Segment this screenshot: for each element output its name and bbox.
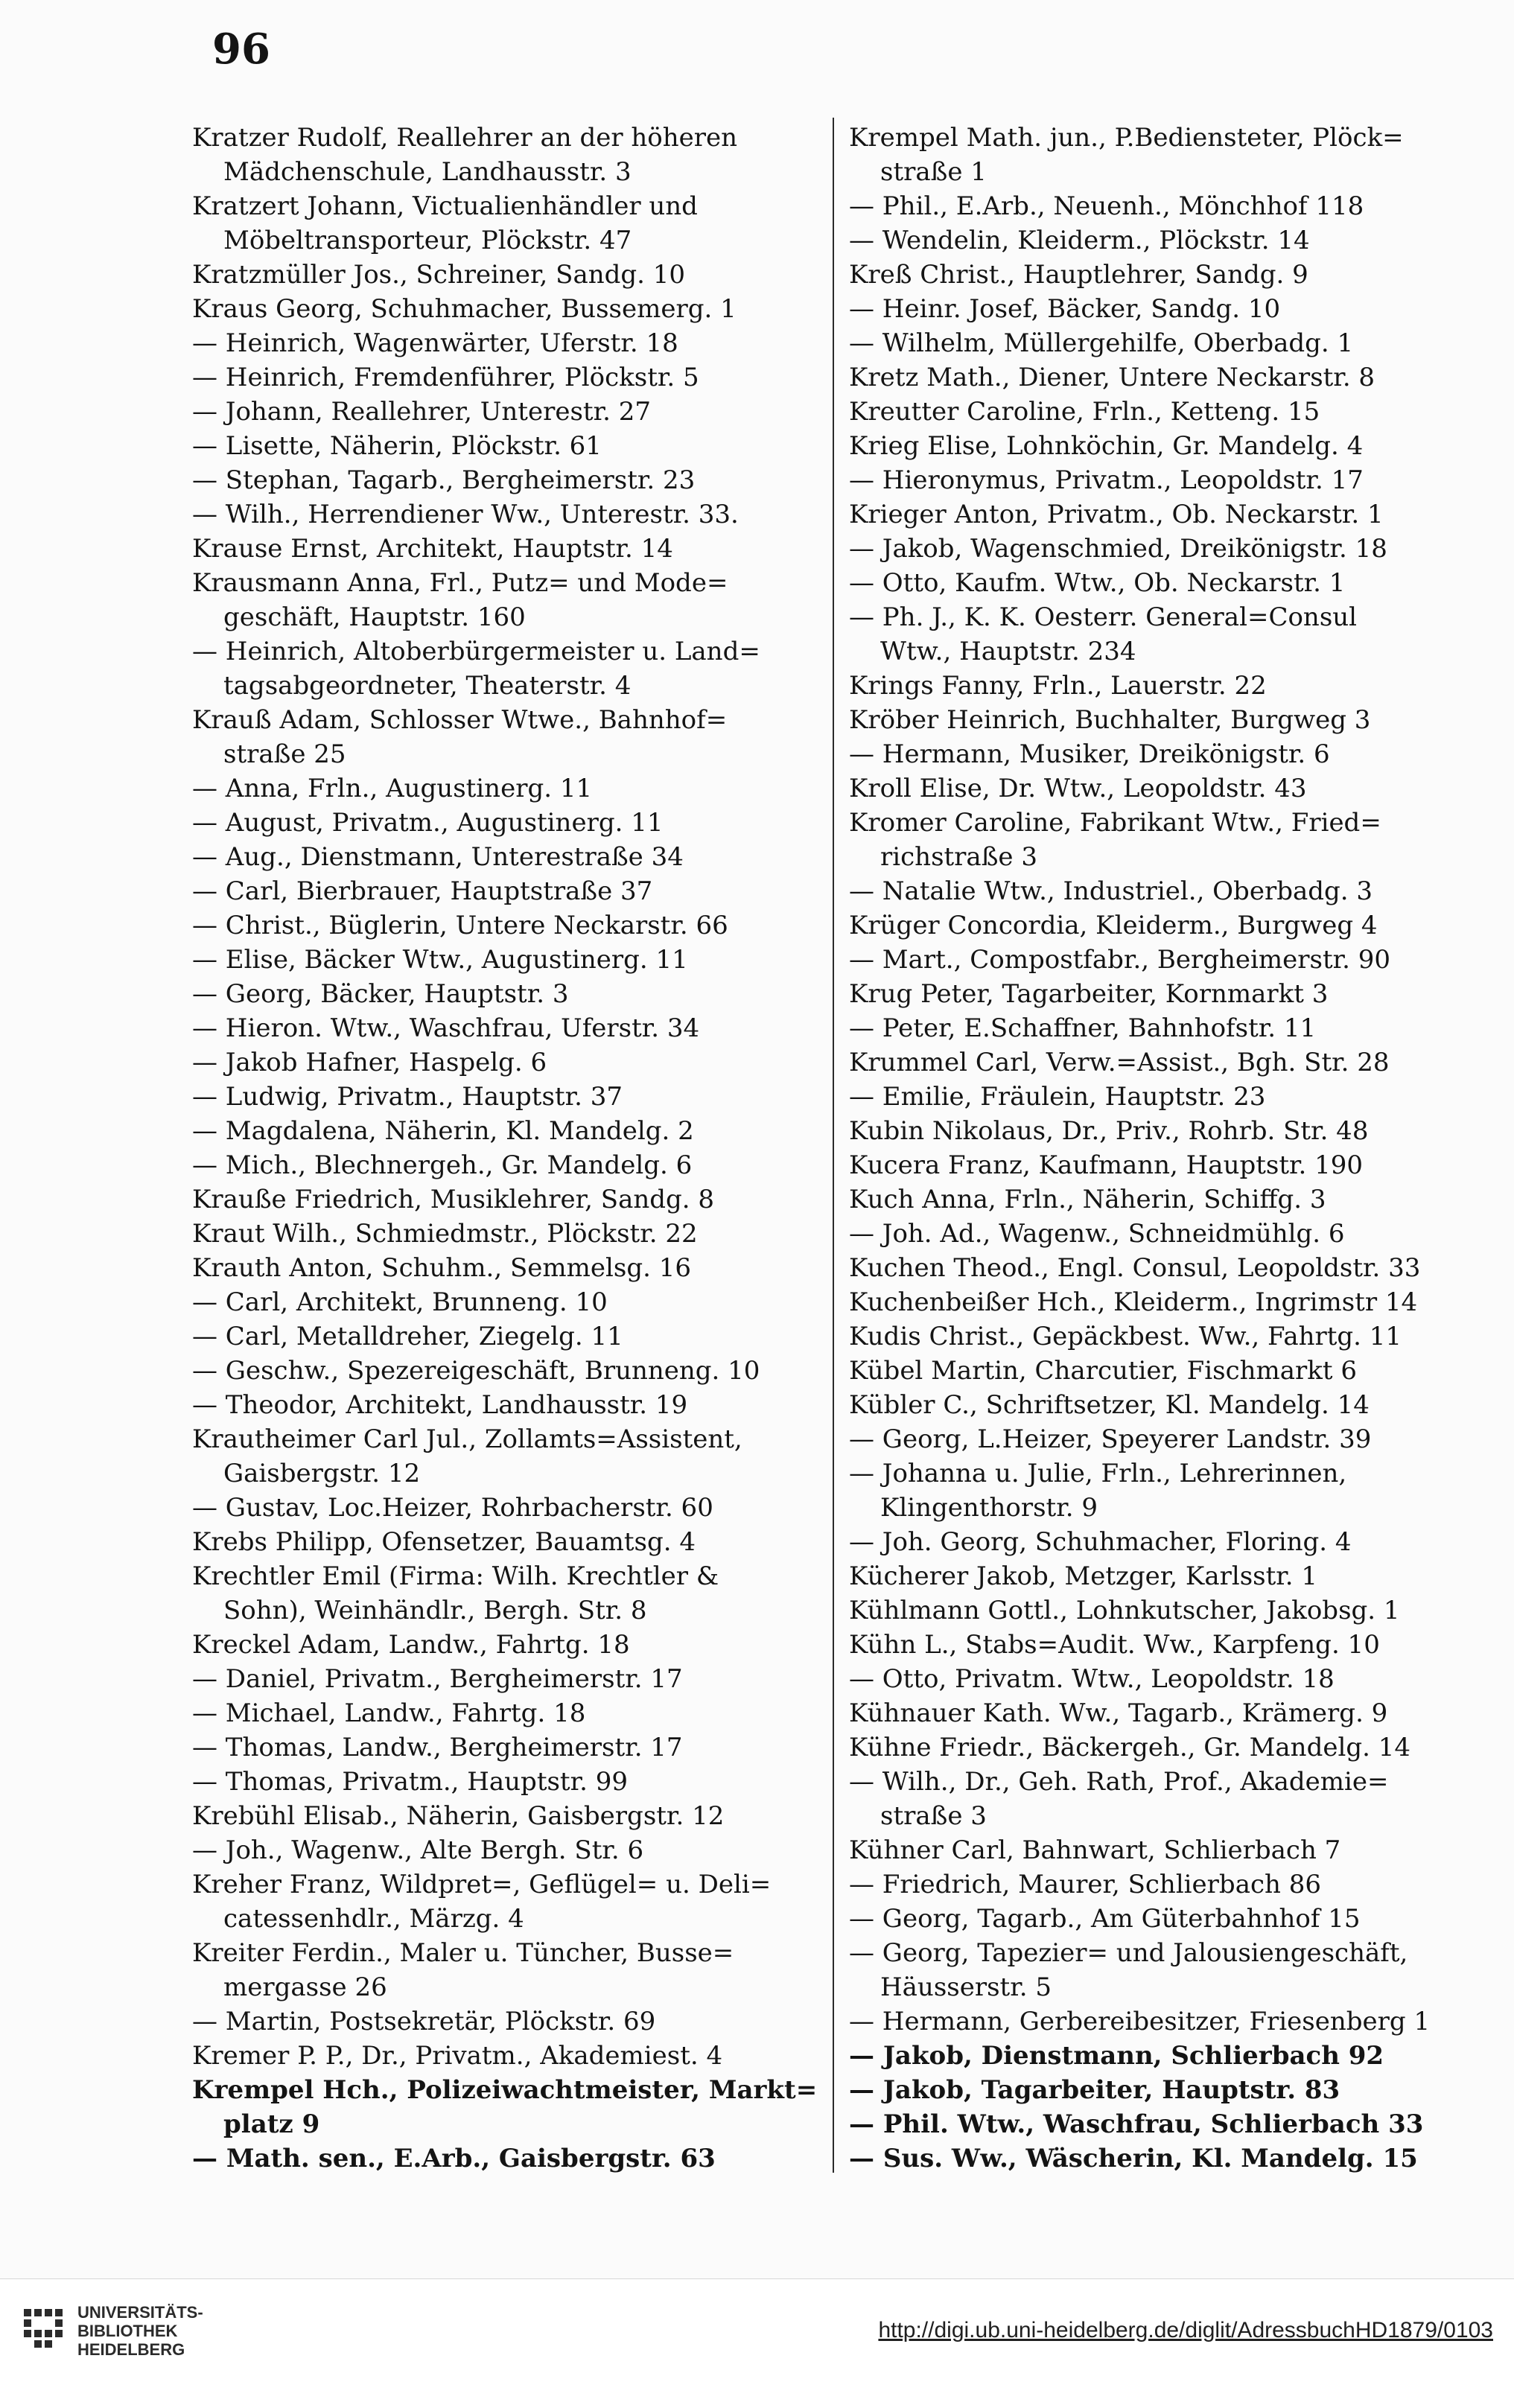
directory-entry-line: geschäft, Hauptstr. 160 (223, 602, 526, 632)
directory-entry-line: Klingenthorstr. 9 (880, 1493, 1098, 1523)
directory-entry-line: — Jakob Hafner, Haspelg. 6 (192, 1048, 547, 1077)
directory-entry-line: Kreiter Ferdin., Maler u. Tüncher, Busse= (192, 1938, 734, 1968)
column-divider (833, 118, 834, 2173)
directory-entry-line: Kreckel Adam, Landw., Fahrtg. 18 (192, 1630, 630, 1660)
directory-entry-line: Kratzmüller Jos., Schreiner, Sandg. 10 (192, 260, 686, 290)
directory-entry-line: mergasse 26 (223, 1972, 387, 2002)
directory-entry-line: — August, Privatm., Augustinerg. 11 (192, 808, 664, 838)
directory-entry-line: Kübel Martin, Charcutier, Fischmarkt 6 (849, 1356, 1357, 1386)
directory-entry-line: Krieg Elise, Lohnköchin, Gr. Mandelg. 4 (849, 431, 1364, 461)
directory-entry-line: — Jakob, Wagenschmied, Dreikönigstr. 18 (849, 534, 1387, 564)
directory-entry-line: Kröber Heinrich, Buchhalter, Burgweg 3 (849, 705, 1371, 735)
directory-entry-line: Kühlmann Gottl., Lohnkutscher, Jakobsg. 1 (849, 1596, 1400, 1625)
directory-entry-line: Krebs Philipp, Ofensetzer, Bauamtsg. 4 (192, 1527, 696, 1557)
directory-entry-line: — Martin, Postsekretär, Plöckstr. 69 (192, 2007, 656, 2036)
directory-entry-line: — Thomas, Landw., Bergheimerstr. 17 (192, 1733, 683, 1762)
directory-entry-line: Kuch Anna, Frln., Näherin, Schiffg. 3 (849, 1185, 1326, 1214)
directory-entry-line: — Wilh., Herrendiener Ww., Unterestr. 33. (192, 500, 739, 529)
directory-entry-line: — Mart., Compostfabr., Bergheimerstr. 90 (849, 945, 1390, 975)
directory-entry-line: — Elise, Bäcker Wtw., Augustinerg. 11 (192, 945, 688, 975)
directory-entry-line: — Mich., Blechnergeh., Gr. Mandelg. 6 (192, 1150, 693, 1180)
directory-entry-line: — Magdalena, Näherin, Kl. Mandelg. 2 (192, 1116, 694, 1146)
directory-entry-line: Krug Peter, Tagarbeiter, Kornmarkt 3 (849, 979, 1329, 1009)
directory-entry-line: — Georg, L.Heizer, Speyerer Landstr. 39 (849, 1424, 1372, 1454)
directory-entry-line: — Friedrich, Maurer, Schlierbach 86 (849, 1870, 1321, 1899)
directory-entry-line: straße 25 (223, 739, 346, 769)
footer-bar (0, 2278, 1514, 2408)
directory-entry-line: Kremer P. P., Dr., Privatm., Akademiest. 4 (192, 2041, 723, 2071)
directory-entry-line: — Joh. Ad., Wagenw., Schneidmühlg. 6 (849, 1219, 1345, 1249)
directory-entry-line: Krauß Adam, Schlosser Wtwe., Bahnhof= (192, 705, 728, 735)
directory-entry-line: Kratzer Rudolf, Reallehrer an der höheren (192, 123, 738, 153)
directory-entry-line: Kraus Georg, Schuhmacher, Bussemerg. 1 (192, 294, 737, 324)
directory-entry-line: — Gustav, Loc.Heizer, Rohrbacherstr. 60 (192, 1493, 713, 1523)
directory-column-right (849, 121, 1478, 2176)
directory-entry-line: Wtw., Hauptstr. 234 (880, 637, 1136, 666)
directory-entry-line: — Lisette, Näherin, Plöckstr. 61 (192, 431, 602, 461)
directory-entry-line: — Heinrich, Altoberbürgermeister u. Land= (192, 637, 760, 666)
directory-entry-line: Krebühl Elisab., Näherin, Gaisbergstr. 12 (192, 1801, 725, 1831)
directory-entry-line: Kuchenbeißer Hch., Kleiderm., Ingrimstr 14 (849, 1287, 1418, 1317)
directory-entry-line: catessenhdlr., Märzg. 4 (223, 1904, 524, 1934)
directory-entry-line: — Math. sen., E.Arb., Gaisbergstr. 63 (192, 2144, 716, 2173)
library-logo-icon (21, 2305, 66, 2349)
directory-entry-line: — Hieronymus, Privatm., Leopoldstr. 17 (849, 465, 1364, 495)
directory-entry-line: — Heinr. Josef, Bäcker, Sandg. 10 (849, 294, 1281, 324)
directory-entry-line: Möbeltransporteur, Plöckstr. 47 (223, 226, 632, 255)
directory-entry-line: — Peter, E.Schaffner, Bahnhofstr. 11 (849, 1013, 1317, 1043)
directory-entry-line: — Georg, Tagarb., Am Güterbahnhof 15 (849, 1904, 1361, 1934)
logo-line: HEIDELBERG (77, 2340, 185, 2359)
directory-entry-line: Gaisbergstr. 12 (223, 1459, 421, 1488)
directory-entry-line: Krempel Hch., Polizeiwachtmeister, Markt= (192, 2075, 818, 2105)
directory-entry-line: — Jakob, Tagarbeiter, Hauptstr. 83 (849, 2075, 1340, 2105)
directory-entry-line: — Ph. J., K. K. Oesterr. General=Consul (849, 602, 1358, 632)
directory-entry-line: — Heinrich, Wagenwärter, Uferstr. 18 (192, 328, 678, 358)
directory-entry-line: richstraße 3 (880, 842, 1037, 872)
directory-entry-line: Kratzert Johann, Victualienhändler und (192, 191, 698, 221)
directory-entry-line: — Carl, Bierbrauer, Hauptstraße 37 (192, 876, 653, 906)
directory-entry-line: — Thomas, Privatm., Hauptstr. 99 (192, 1767, 628, 1797)
directory-entry-line: — Aug., Dienstmann, Unterestraße 34 (192, 842, 684, 872)
page-number: 96 (212, 25, 270, 74)
directory-entry-line: Häusserstr. 5 (880, 1972, 1052, 2002)
directory-entry-line: Kreutter Caroline, Frln., Ketteng. 15 (849, 397, 1320, 427)
directory-entry-line: Krautheimer Carl Jul., Zollamts=Assistent, (192, 1424, 742, 1454)
directory-entry-line: — Geschw., Spezereigeschäft, Brunneng. 10 (192, 1356, 760, 1386)
directory-entry-line: Krempel Math. jun., P.Bediensteter, Plöck= (849, 123, 1404, 153)
directory-entry-line: Kreß Christ., Hauptlehrer, Sandg. 9 (849, 260, 1308, 290)
directory-entry-line: tagsabgeordneter, Theaterstr. 4 (223, 671, 632, 701)
directory-entry-line: Sohn), Weinhändlr., Bergh. Str. 8 (223, 1596, 647, 1625)
directory-entry-line: straße 1 (880, 157, 987, 187)
directory-entry-line: Kromer Caroline, Fabrikant Wtw., Fried= (849, 808, 1381, 838)
directory-entry-line: — Sus. Ww., Wäscherin, Kl. Mandelg. 15 (849, 2144, 1418, 2173)
directory-entry-line: Krings Fanny, Frln., Lauerstr. 22 (849, 671, 1267, 701)
directory-entry-line: — Joh. Georg, Schuhmacher, Floring. 4 (849, 1527, 1352, 1557)
directory-entry-line: — Johanna u. Julie, Frln., Lehrerinnen, (849, 1459, 1347, 1488)
directory-entry-line: Krause Ernst, Architekt, Hauptstr. 14 (192, 534, 673, 564)
directory-entry-line: — Hermann, Musiker, Dreikönigstr. 6 (849, 739, 1330, 769)
directory-entry-line: Kühner Carl, Bahnwart, Schlierbach 7 (849, 1835, 1341, 1865)
directory-entry-line: Krausmann Anna, Frl., Putz= und Mode= (192, 568, 728, 598)
directory-entry-line: — Christ., Büglerin, Untere Neckarstr. 66 (192, 911, 728, 940)
directory-entry-line: — Wendelin, Kleiderm., Plöckstr. 14 (849, 226, 1310, 255)
directory-entry-line: Krechtler Emil (Firma: Wilh. Krechtler & (192, 1561, 719, 1591)
directory-entry-line: Mädchenschule, Landhausstr. 3 (223, 157, 632, 187)
library-logo-text (77, 2303, 203, 2359)
directory-entry-line: — Jakob, Dienstmann, Schlierbach 92 (849, 2041, 1384, 2071)
directory-entry-line: — Stephan, Tagarb., Bergheimerstr. 23 (192, 465, 696, 495)
directory-entry-line: Kretz Math., Diener, Untere Neckarstr. 8 (849, 363, 1375, 392)
directory-entry-line: — Michael, Landw., Fahrtg. 18 (192, 1698, 586, 1728)
directory-entry-line: — Otto, Privatm. Wtw., Leopoldstr. 18 (849, 1664, 1335, 1694)
directory-entry-line: — Otto, Kaufm. Wtw., Ob. Neckarstr. 1 (849, 568, 1346, 598)
directory-entry-line: — Hieron. Wtw., Waschfrau, Uferstr. 34 (192, 1013, 700, 1043)
directory-entry-line: Kuchen Theod., Engl. Consul, Leopoldstr. 33 (849, 1253, 1421, 1283)
directory-entry-line: — Joh., Wagenw., Alte Bergh. Str. 6 (192, 1835, 644, 1865)
directory-entry-line: Kühn L., Stabs=Audit. Ww., Karpfeng. 10 (849, 1630, 1380, 1660)
directory-entry-line: — Emilie, Fräulein, Hauptstr. 23 (849, 1082, 1266, 1112)
directory-entry-line: Kühne Friedr., Bäckergeh., Gr. Mandelg. 14 (849, 1733, 1410, 1762)
directory-entry-line: — Natalie Wtw., Industriel., Oberbadg. 3 (849, 876, 1373, 906)
directory-entry-line: — Theodor, Architekt, Landhausstr. 19 (192, 1390, 688, 1420)
directory-entry-line: Kudis Christ., Gepäckbest. Ww., Fahrtg. 11 (849, 1322, 1402, 1351)
directory-entry-line: Krummel Carl, Verw.=Assist., Bgh. Str. 28 (849, 1048, 1390, 1077)
directory-entry-line: Kühnauer Kath. Ww., Tagarb., Krämerg. 9 (849, 1698, 1388, 1728)
directory-entry-line: — Wilhelm, Müllergehilfe, Oberbadg. 1 (849, 328, 1354, 358)
directory-entry-line: platz 9 (223, 2109, 320, 2139)
directory-entry-line: — Phil., E.Arb., Neuenh., Mönchhof 118 (849, 191, 1364, 221)
directory-entry-line: Krüger Concordia, Kleiderm., Burgweg 4 (849, 911, 1378, 940)
directory-entry-line: — Wilh., Dr., Geh. Rath, Prof., Akademie= (849, 1767, 1389, 1797)
directory-entry-line: Krauße Friedrich, Musiklehrer, Sandg. 8 (192, 1185, 715, 1214)
directory-entry-line: — Hermann, Gerbereibesitzer, Friesenberg 1 (849, 2007, 1431, 2036)
directory-entry-line: — Johann, Reallehrer, Unterestr. 27 (192, 397, 651, 427)
source-url-link[interactable]: http://digi.ub.uni-heidelberg.de/diglit/AdressbuchHD1879/0103 (878, 2318, 1493, 2342)
directory-entry-line: Kraut Wilh., Schmiedmstr., Plöckstr. 22 (192, 1219, 698, 1249)
directory-entry-line: Krauth Anton, Schuhm., Semmelsg. 16 (192, 1253, 691, 1283)
directory-entry-line: Kroll Elise, Dr. Wtw., Leopoldstr. 43 (849, 774, 1307, 803)
directory-entry-line: Kücherer Jakob, Metzger, Karlsstr. 1 (849, 1561, 1318, 1591)
directory-entry-line: Krieger Anton, Privatm., Ob. Neckarstr. 1 (849, 500, 1384, 529)
directory-entry-line: — Phil. Wtw., Waschfrau, Schlierbach 33 (849, 2109, 1424, 2139)
directory-column-left (192, 121, 825, 2176)
logo-line: UNIVERSITÄTS- (77, 2303, 203, 2322)
directory-entry-line: — Georg, Tapezier= und Jalousiengeschäft, (849, 1938, 1408, 1968)
directory-entry-line: — Ludwig, Privatm., Hauptstr. 37 (192, 1082, 623, 1112)
directory-entry-line: Kucera Franz, Kaufmann, Hauptstr. 190 (849, 1150, 1364, 1180)
directory-entry-line: — Carl, Architekt, Brunneng. 10 (192, 1287, 608, 1317)
directory-entry-line: — Anna, Frln., Augustinerg. 11 (192, 774, 593, 803)
directory-entry-line: — Georg, Bäcker, Hauptstr. 3 (192, 979, 569, 1009)
directory-entry-line: straße 3 (880, 1801, 987, 1831)
directory-entry-line: — Carl, Metalldreher, Ziegelg. 11 (192, 1322, 623, 1351)
directory-entry-line: Kubin Nikolaus, Dr., Priv., Rohrb. Str. 48 (849, 1116, 1369, 1146)
logo-line: BIBLIOTHEK (77, 2322, 178, 2340)
directory-entry-line: — Daniel, Privatm., Bergheimerstr. 17 (192, 1664, 683, 1694)
directory-entry-line: Kübler C., Schriftsetzer, Kl. Mandelg. 14 (849, 1390, 1370, 1420)
directory-entry-line: Kreher Franz, Wildpret=, Geflügel= u. Deli= (192, 1870, 772, 1899)
directory-entry-line: — Heinrich, Fremdenführer, Plöckstr. 5 (192, 363, 699, 392)
